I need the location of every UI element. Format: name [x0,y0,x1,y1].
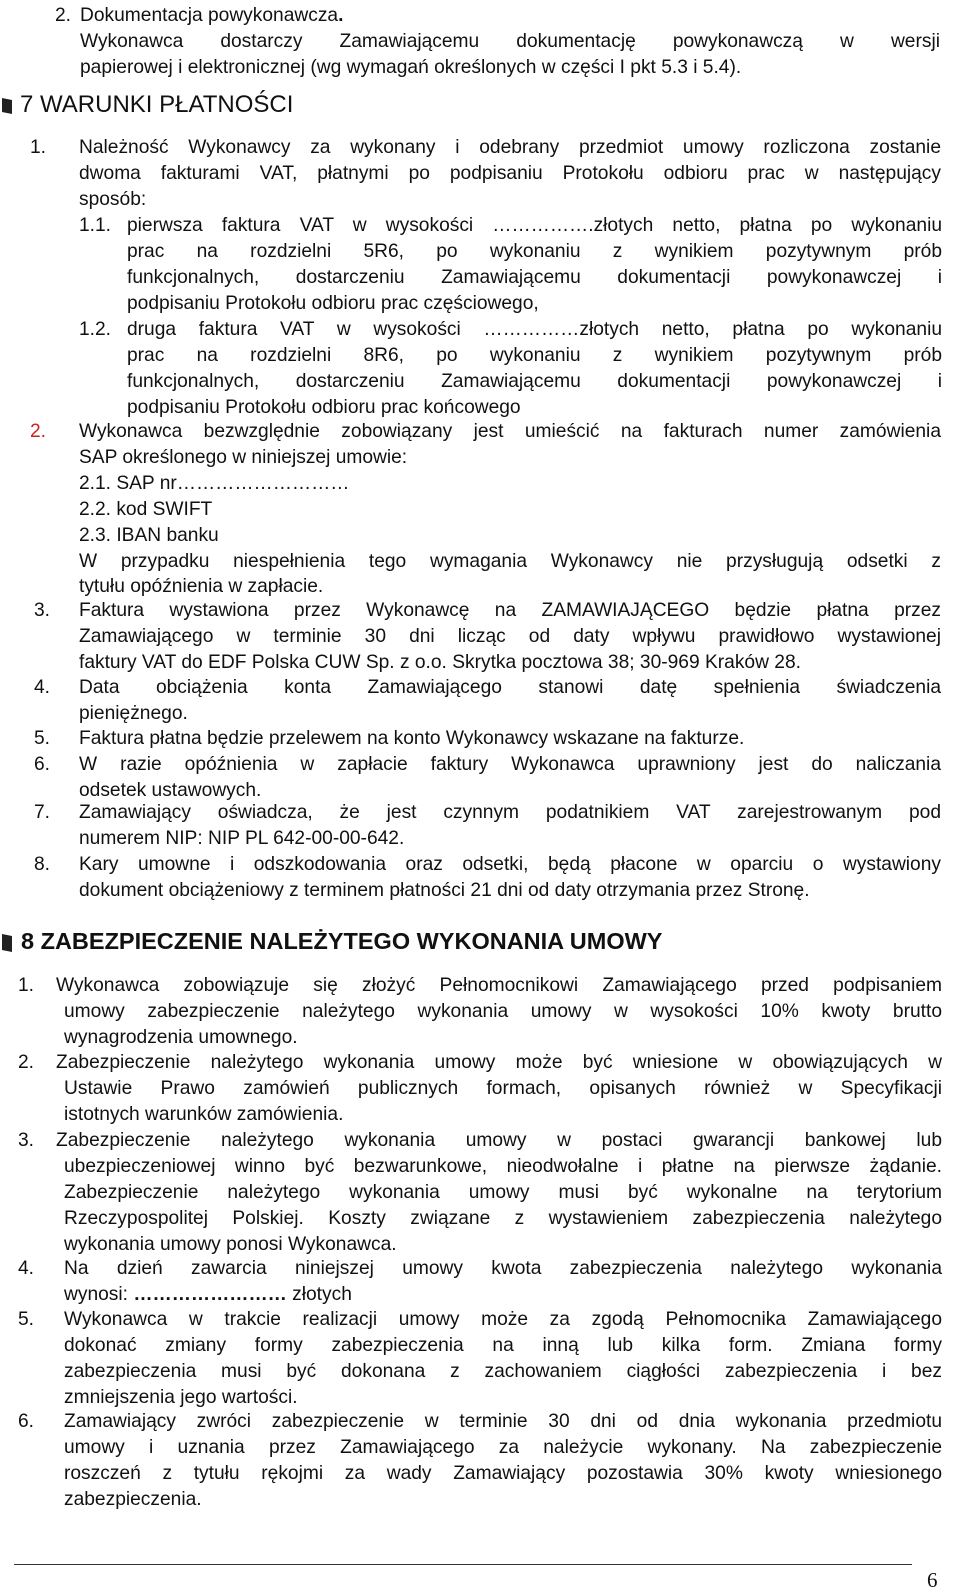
paragraph-line: Kary umowne i odszkodowania oraz odsetki, będą płacone w oparciu o wystawiony [79,854,941,875]
amount-unit: złotych [286,1283,352,1305]
paragraph-line: Wykonawca w trakcie realizacji umowy może za zgodą Pełnomocnika Zamawiającego [64,1309,942,1330]
paragraph-line: numerem NIP: NIP PL 642-00-00-642. [79,827,405,849]
list-item [34,675,942,727]
list-item [55,3,945,81]
paragraph-line: Faktura płatna będzie przelewem na konto Wykonawcy wskazane na fakturze. [79,728,745,749]
list-item [34,726,942,752]
paragraph-line: Należność Wykonawcy za wykonany i odebrany przedmiot umowy rozliczona zostanie [79,137,941,158]
paragraph-line: funkcjonalnych, dostarczeniu Zamawiającemu dokumentacji powykonawczej i [127,370,942,392]
paragraph-line: zabezpieczenia. [64,1488,202,1510]
list-item [18,1256,942,1308]
item-number: 1. [18,975,35,996]
paragraph-line: istotnych warunków zamówienia. [64,1103,344,1125]
item-title-dot: . [338,5,344,26]
paragraph-line: Zamawiający zwróci zabezpieczenie w terminie 30 dni od dnia wykonania przedmiotu [64,1411,942,1432]
heading-bullet-icon [0,96,14,116]
section-8-title: 8 ZABEZPIECZENIE NALEŻYTEGO WYKONANIA UMOWY [21,928,663,954]
paragraph-line: prac na rozdzielni 8R6, po wykonaniu z wynikiem pozytywnym prób [127,344,942,366]
paragraph-line: roszczeń z tytułu rękojmi za wady Zamawiający pozostawia 30% kwoty wniesionego [64,1462,942,1484]
sub-item-number: 1.2. [79,319,112,340]
item-number: 6. [34,754,51,775]
sub-item [79,213,942,317]
paragraph-line: Rzeczypospolitej Polskiej. Koszty związane z wystawieniem zabezpieczenia należytego [64,1207,942,1229]
sub-line-swift: 2.2. kod SWIFT [79,498,213,520]
paragraph-line: wynagrodzenia umownego. [64,1026,298,1048]
paragraph-line: umowy zabezpieczenie należytego wykonania umowy w wysokości 10% kwoty brutto [64,1000,942,1022]
list-item [18,973,942,1051]
paragraph-line: papierowej i elektronicznej (wg wymagań określonych w części I pkt 5.3 i 5.4). [80,56,742,78]
paragraph-line: podpisaniu Protokołu odbioru prac częściowego, [127,292,539,314]
sub-line-iban: 2.3. IBAN banku [79,524,219,546]
paragraph-line: wykonania umowy ponosi Wykonawca. [64,1233,397,1255]
paragraph-line: zmniejszenia jego wartości. [64,1386,298,1408]
item-number: 7. [34,802,51,823]
paragraph-line: umowy i uznania przez Zamawiającego za należycie wykonany. Na zabezpieczenie [64,1436,942,1458]
paragraph-line: ubezpieczeniowej winno być bezwarunkowe, nieodwołalne i płatne na pierwsze żądanie. [64,1155,942,1177]
paragraph-line: Zabezpieczenie należytego wykonania umowy musi być wykonalne na terytorium [64,1181,942,1203]
paragraph-line: pierwsza faktura VAT w wysokości …………….złotych netto, płatna po wykonaniu [127,215,942,236]
paragraph-line: Wykonawca dostarczy Zamawiającemu dokumentację powykonawczą w wersji [80,30,940,52]
amount-placeholder: …………………… [133,1283,287,1305]
paragraph-line: W przypadku niespełnienia tego wymagania Wykonawcy nie przysługują odsetki z [79,550,941,572]
paragraph-line: prac na rozdzielni 5R6, po wykonaniu z wynikiem pozytywnym prób [127,240,942,262]
item-number: 3. [18,1130,35,1151]
paragraph-line: Faktura wystawiona przez Wykonawcę na ZAMAWIAJĄCEGO będzie płatna przez [79,600,941,621]
list-item [34,752,942,804]
paragraph-line: podpisaniu Protokołu odbioru prac końcowego [127,396,521,418]
paragraph-line: Wykonawca zobowiązuje się złożyć Pełnomocnikowi Zamawiającego przed podpisaniem [56,975,942,996]
paragraph-line: druga faktura VAT w wysokości ……………złotych netto, płatna po wykonaniu [127,319,942,340]
sub-item-number: 1.1. [79,215,112,236]
paragraph-line: faktury VAT do EDF Polska CUW Sp. z o.o. Skrytka pocztowa 38; 30-969 Kraków 28. [79,651,801,673]
paragraph-line: Na dzień zawarcia niniejszej umowy kwota zabezpieczenia należytego wykonania [64,1258,942,1279]
list-item [34,852,942,904]
item-number: 6. [18,1411,35,1432]
list-item [34,800,942,852]
paragraph-line [64,1282,942,1308]
list-item [18,1307,942,1411]
paragraph-line: Zabezpieczenie należytego wykonania umowy może być wniesione w obowiązujących w [56,1052,942,1073]
amount-label: wynosi: [64,1283,134,1305]
paragraph-line: Data obciążenia konta Zamawiającego stanowi datę spełnienia świadczenia [79,677,941,698]
paragraph-line: tytułu opóźnienia w zapłacie. [79,576,324,598]
list-item [18,1409,942,1513]
list-item [30,135,942,213]
item-number: 1. [30,137,47,158]
list-item [18,1050,942,1128]
item-number: 2. [18,1052,35,1073]
item-number: 4. [34,677,51,698]
paragraph-line: Wykonawca bezwzględnie zobowiązany jest umieścić na fakturach numer zamówienia [79,421,941,442]
item-title [80,3,945,29]
list-item [30,419,942,600]
item-number: 2. [30,421,47,442]
paragraph-line: Zamawiający oświadcza, że jest czynnym podatnikiem VAT zarejestrowanym pod [79,802,941,823]
list-item [18,1128,942,1258]
paragraph-line: dokonać zmiany formy zabezpieczenia na inną lub kilka form. Zmiana formy [64,1334,942,1356]
paragraph-line: Zabezpieczenie należytego wykonania umowy w postaci gwarancji bankowej lub [56,1130,942,1151]
paragraph-line: dokument obciążeniowy z terminem płatności 21 dni od daty otrzymania przez Stronę. [79,879,810,901]
item-title-text: Dokumentacja powykonawcza [80,5,339,26]
item-number: 3. [34,600,51,621]
paragraph-line: funkcjonalnych, dostarczeniu Zamawiającemu dokumentacji powykonawczej i [127,266,942,288]
item-number: 2. [55,5,72,26]
page-number: 6 [927,1568,938,1592]
list-item [34,598,942,676]
paragraph-line: SAP określonego w niniejszej umowie: [79,446,408,468]
paragraph-line: pieniężnego. [79,702,188,724]
paragraph-line: dwoma fakturami VAT, płatnymi po podpisaniu Protokołu odbioru prac w następujący [79,162,941,184]
paragraph-line: Zamawiającego w terminie 30 dni licząc od daty wpływu prawidłowo wystawionej [79,625,941,647]
paragraph-line: W razie opóźnienia w zapłacie faktury Wykonawca uprawniony jest do naliczania [79,754,941,775]
paragraph-line: sposób: [79,188,147,210]
section-7-title: 7 WARUNKI PŁATNOŚCI [20,91,294,118]
paragraph-line: Ustawie Prawo zamówień publicznych formach, opisanych również w Specyfikacji [64,1077,942,1099]
item-number: 4. [18,1258,35,1279]
heading-bullet-icon [0,932,14,954]
sub-item [79,317,942,421]
item-number: 5. [18,1309,35,1330]
footer-divider [14,1564,912,1565]
paragraph-line: odsetek ustawowych. [79,779,262,801]
paragraph-line: zabezpieczenia musi być dokonana z zachowaniem ciągłości zabezpieczenia i bez [64,1360,942,1382]
item-number: 5. [34,728,51,749]
item-number: 8. [34,854,51,875]
sub-line-sap: 2.1. SAP nr……………………… [79,472,350,494]
